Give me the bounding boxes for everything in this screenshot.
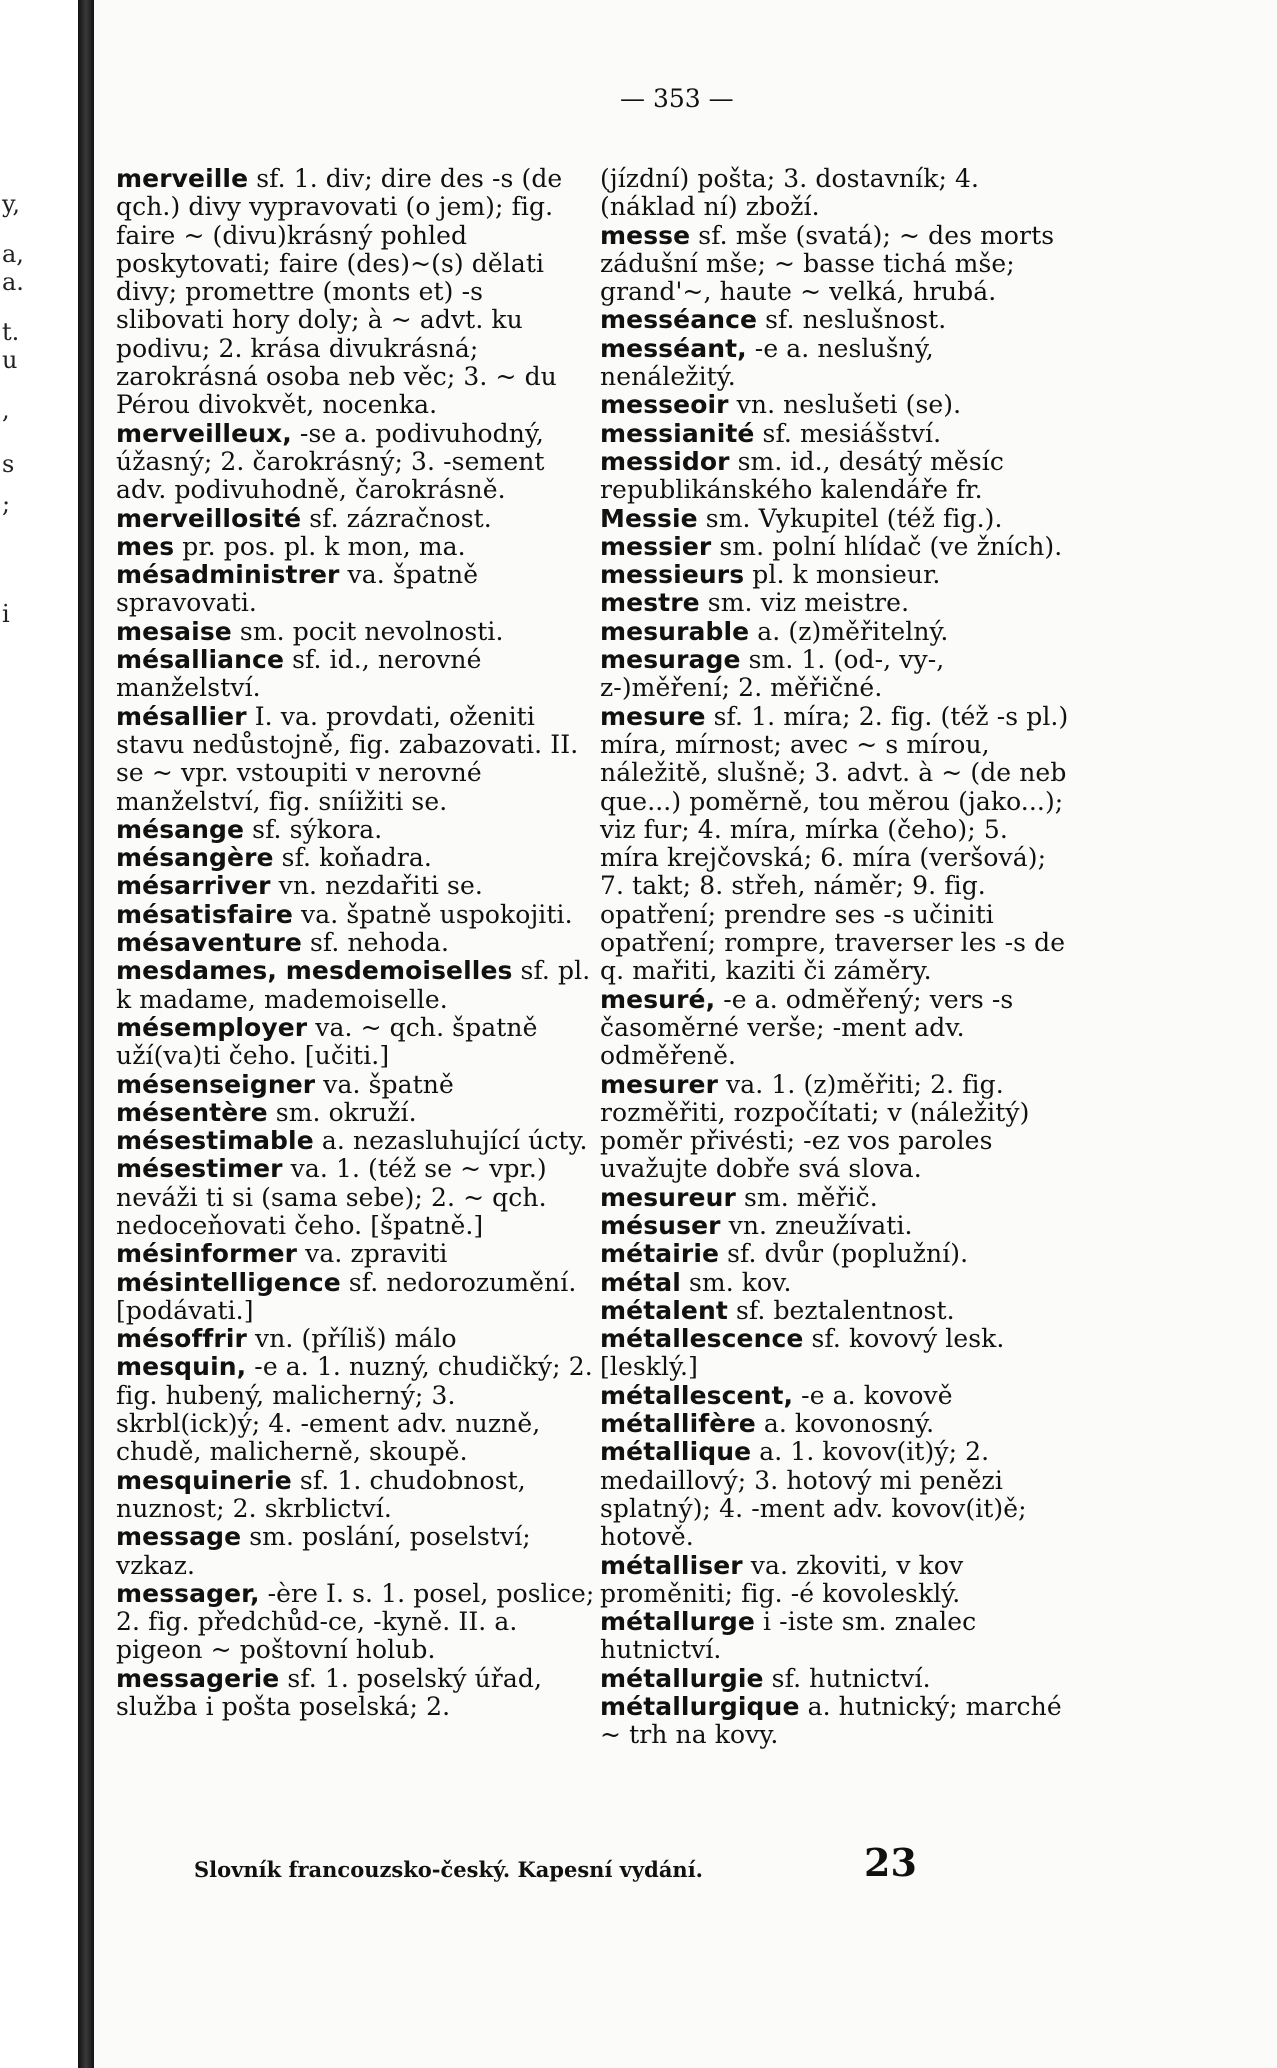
entry-definition: a. (z)měřitelný. [757, 616, 949, 646]
entry-headword: mésestimer [116, 1154, 283, 1184]
entry-headword: métairie [600, 1239, 720, 1269]
entry-headword: mesurable [600, 616, 750, 646]
entry-definition: sm. 1. (od-, vy-, z-)měření; 2. měřičné. [600, 645, 945, 703]
entry-headword: messéant, [600, 333, 747, 363]
entry-definition: sm. Vykupitel (též fig.). [705, 503, 1003, 533]
dictionary-entry [600, 646, 1072, 703]
dictionary-entry [116, 1155, 596, 1240]
dictionary-entry [116, 1269, 596, 1326]
entry-definition: -e a. odměřený; vers -s časoměrné verše; -ment adv. odměřeně. [600, 984, 1014, 1071]
dictionary-entry [600, 1297, 1072, 1325]
entry-definition: va. 1. (z)měřiti; 2. fig. rozměřiti, rozpočítati; v (náležitý) poměr přivésti; -ez vos paroles uvažujte dobře svá slova. [600, 1069, 1030, 1184]
entry-definition: vn. neslušeti (se). [736, 390, 962, 420]
entry-definition: sf. beztalentnost. [735, 1295, 955, 1325]
entry-headword: merveille [116, 164, 249, 193]
dictionary-entry [116, 901, 596, 929]
dictionary-entry [116, 1127, 596, 1155]
entry-definition: -ère I. s. 1. posel, poslice; 2. fig. předchůd-ce, -kyně. II. a. pigeon ~ poštovní holub. [116, 1578, 595, 1665]
dictionary-entry [600, 505, 1072, 533]
entry-headword: mestre [600, 588, 700, 618]
entry-definition: sf. 1. div; dire des -s (de qch.) divy vypravovati (o jem); fig. faire ~ (divu)krásný pohled poskytovati; faire (des)~(s) dělati divy; promettre (monts et) -s slibovati hory doly; à ~ advt. ku podivu; 2. krása divukrásná; zarokrásná osoba neb věc; 3. ~ du Pérou divokvět, nocenka. [116, 164, 563, 420]
entry-definition: sf. mše (svatá); ~ des morts zádušní mše; ~ basse tichá mše; grand'~, haute ~ velká, hrubá. [600, 220, 1055, 307]
dictionary-entry [600, 165, 1072, 222]
entry-definition: va. zpraviti [305, 1239, 448, 1269]
strip-fragment: u [2, 346, 18, 374]
entry-headword: métalliser [600, 1550, 743, 1580]
dictionary-entry [116, 505, 596, 533]
entry-headword: mesurer [600, 1069, 718, 1099]
entry-definition: sf. nehoda. [310, 928, 450, 958]
dictionary-entry [116, 1099, 596, 1127]
entry-headword: messidor [600, 446, 730, 476]
entry-headword: mésinformer [116, 1239, 298, 1269]
strip-fragment: y, [2, 190, 20, 218]
dictionary-entry [600, 1325, 1072, 1382]
entry-definition: a. nezasluhující úcty. [321, 1126, 588, 1156]
entry-definition: sf. 1. poselský úřad, služba i pošta poselská; 2. [116, 1663, 543, 1722]
dictionary-entry [600, 306, 1072, 334]
entry-headword: mesureur [600, 1182, 736, 1212]
entry-headword: messier [600, 531, 712, 561]
entry-definition: sm. okruží. [275, 1097, 417, 1127]
adjacent-page-strip [0, 0, 78, 2068]
strip-fragment: a, [2, 240, 24, 268]
dictionary-entry [116, 1580, 596, 1665]
dictionary-entry [600, 1608, 1072, 1665]
dictionary-entry [600, 1212, 1072, 1240]
entry-definition: va. špatně uspokojiti. [301, 899, 573, 929]
entry-headword: messe [600, 220, 691, 250]
entry-headword: messieurs [600, 560, 745, 590]
dictionary-entry [116, 561, 596, 618]
entry-definition: va. špatně spravovati. [116, 560, 479, 618]
entry-definition: I. va. provdati, oženiti stavu nedůstojně, fig. zabazovati. II. se ~ vpr. vstoupiti v nerovné manželství, fig. sníižiti se. [116, 701, 579, 816]
entry-headword: mésemployer [116, 1012, 308, 1042]
dictionary-entry [600, 1184, 1072, 1212]
entry-headword: métallurge [600, 1607, 755, 1637]
entry-headword: mésestimable [116, 1126, 314, 1156]
entry-definition: va. špatně [323, 1069, 454, 1099]
book-gutter [78, 0, 94, 2068]
entry-headword: mesquinerie [116, 1465, 292, 1495]
entry-headword: mesure [600, 701, 706, 731]
entry-definition: pl. k monsieur. [752, 560, 941, 590]
dictionary-entry [116, 1240, 596, 1268]
entry-headword: métallescence [600, 1324, 804, 1354]
entry-headword: mésadministrer [116, 560, 340, 590]
entry-headword: mesquin, [116, 1352, 247, 1382]
left-column [116, 165, 596, 1721]
entry-definition: a. kovonosný. [763, 1409, 935, 1439]
dictionary-entry [600, 1269, 1072, 1297]
entry-definition: sf. zázračnost. [309, 503, 492, 533]
dictionary-entry [116, 420, 596, 505]
entry-headword: métallescent, [600, 1380, 794, 1410]
strip-fragment: ; [2, 490, 11, 518]
entry-headword: mésarriver [116, 871, 271, 901]
entry-definition: sm. pocit nevolnosti. [239, 616, 504, 646]
entry-definition: sf. koňadra. [281, 843, 432, 873]
strip-fragment: i [2, 600, 10, 628]
entry-headword: mesuré, [600, 984, 716, 1014]
entry-definition: i -iste sm. znalec hutnictví. [600, 1607, 977, 1665]
dictionary-entry [600, 1240, 1072, 1268]
entry-headword: mésentère [116, 1097, 268, 1127]
dictionary-entry [116, 1523, 596, 1580]
entry-headword: mésintelligence [116, 1267, 341, 1297]
entry-headword: Messie [600, 503, 698, 533]
dictionary-entry [116, 929, 596, 957]
entry-headword: merveilleux, [116, 418, 292, 448]
dictionary-entry [600, 222, 1072, 307]
dictionary-entry [116, 533, 596, 561]
entry-headword: mésalliance [116, 645, 285, 675]
entry-headword: messeoir [600, 390, 729, 420]
entry-headword: mésaventure [116, 928, 302, 958]
entry-definition: -e a. 1. nuzný, chudičký; 2. fig. hubený, malicherný; 3. skrbl(ick)ý; 4. -ement adv. nuzně, chudě, malicherně, skoupě. [116, 1352, 593, 1467]
entry-definition: a. 1. kovov(it)ý; 2. medaillový; 3. hotový mi penězi splatný); 4. -ment adv. kovov(it)ě; hotově. [600, 1437, 1027, 1552]
dictionary-entry [116, 872, 596, 900]
print-footer: Slovník francouzsko-český. Kapesní vydání. [194, 1857, 703, 1882]
dictionary-entry [600, 986, 1072, 1071]
dictionary-entry [600, 1382, 1072, 1410]
dictionary-entry [116, 646, 596, 703]
dictionary-entry [600, 391, 1072, 419]
entry-definition: vn. (příliš) málo [255, 1324, 457, 1354]
entry-headword: métallurgique [600, 1692, 800, 1722]
dictionary-entry [600, 420, 1072, 448]
entry-headword: mes [116, 531, 175, 561]
entry-headword: message [116, 1522, 242, 1552]
dictionary-entry [600, 618, 1072, 646]
dictionary-entry [600, 448, 1072, 505]
entry-headword: mésatisfaire [116, 899, 293, 929]
dictionary-entry [116, 1665, 596, 1722]
entry-headword: mésenseigner [116, 1069, 316, 1099]
entry-definition: sf. pl. k madame, mademoiselle. [116, 956, 591, 1014]
dictionary-entry [600, 1693, 1072, 1750]
entry-definition: -e a. kovově [801, 1380, 953, 1410]
entry-definition: vn. nezdařiti se. [278, 871, 483, 901]
entry-definition: sm. měřič. [743, 1182, 878, 1212]
dictionary-entry [116, 1353, 596, 1466]
entry-headword: mesurage [600, 645, 741, 675]
entry-definition: sf. 1. chudobnost, nuznost; 2. skrblictví. [116, 1465, 526, 1523]
dictionary-entry [116, 703, 596, 816]
entry-definition: sf. mesiášství. [762, 418, 942, 448]
strip-fragment: s [2, 450, 15, 478]
dictionary-entry [600, 1438, 1072, 1551]
entry-definition: vn. zneužívati. [728, 1210, 913, 1240]
entry-headword: métallurgie [600, 1663, 764, 1693]
entry-headword: métal [600, 1267, 681, 1297]
signature-mark: 23 [864, 1840, 917, 1885]
entry-definition: sm. kov. [688, 1267, 792, 1297]
entry-definition: -se a. podivuhodný, úžasný; 2. čarokrásný; 3. -sement adv. podivuhodně, čarokrásně. [116, 418, 545, 505]
page-number: — 353 — [620, 84, 734, 113]
dictionary-entry [116, 957, 596, 1014]
entry-definition: va. 1. (též se ~ vpr.) neváži ti si (sama sebe); 2. ~ qch. nedoceňovati čeho. [špatně.] [116, 1154, 547, 1240]
dictionary-entry [600, 1665, 1072, 1693]
entry-definition: va. ~ qch. špatně uží(va)ti čeho. [učiti.] [116, 1012, 538, 1071]
entry-definition: sm. viz meistre. [707, 588, 910, 618]
entry-definition: sf. neslušnost. [765, 305, 947, 335]
dictionary-entry [116, 1467, 596, 1524]
entry-definition: sf. hutnictví. [771, 1663, 931, 1693]
dictionary-page [94, 0, 1277, 2068]
dictionary-entry [116, 165, 596, 420]
entry-definition: sf. 1. míra; 2. fig. (též -s pl.) míra, mírnost; avec ~ s mírou, náležitě, slušně; 3. advt. à ~ (de neb que...) poměrně, tou měrou (jako...); viz fur; 4. míra, mírka (čeho); 5. míra krejčovská; 6. míra (veršová); 7. takt; 8. střeh, náměr; 9. fig. opatření; prendre ses -s učiniti opatření; rompre, traverser les -s de q. mařiti, kaziti či záměry. [600, 701, 1069, 986]
entry-headword: mésangère [116, 843, 274, 873]
dictionary-entry [600, 1410, 1072, 1438]
dictionary-entry [116, 1014, 596, 1071]
entry-definition: sf. dvůr (poplužní). [727, 1239, 969, 1269]
dictionary-entry [116, 844, 596, 872]
strip-fragment: , [2, 396, 10, 424]
entry-definition: sf. nedorozumění. [podávati.] [116, 1267, 577, 1325]
right-column [600, 165, 1072, 1750]
entry-headword: mesdames, mesdemoiselles [116, 956, 513, 986]
entry-headword: messéance [600, 305, 758, 335]
entry-definition: sm. poslání, poselství; vzkaz. [116, 1522, 531, 1580]
entry-definition: -e a. neslušný, nenáležitý. [600, 333, 934, 392]
entry-definition: sm. id., desátý měsíc republikánského kalendáře fr. [600, 446, 1004, 505]
strip-fragment: t. [2, 318, 20, 346]
entry-headword: mésoffrir [116, 1324, 247, 1354]
dictionary-entry [600, 335, 1072, 392]
entry-headword: métallifère [600, 1409, 756, 1439]
dictionary-entry [600, 533, 1072, 561]
dictionary-entry [600, 1071, 1072, 1184]
entry-headword: messager, [116, 1578, 260, 1608]
entry-headword: messagerie [116, 1663, 280, 1693]
entry-headword: métallique [600, 1437, 752, 1467]
entry-definition: sf. sýkora. [252, 814, 383, 844]
entry-headword: mesaise [116, 616, 232, 646]
strip-fragment: a. [2, 268, 24, 296]
entry-definition: va. zkoviti, v kov proměniti; fig. -é kovolesklý. [600, 1550, 964, 1608]
entry-headword: messianité [600, 418, 755, 448]
dictionary-entry [116, 1325, 596, 1353]
dictionary-entry [600, 561, 1072, 589]
dictionary-entry [600, 589, 1072, 617]
entry-headword: mésuser [600, 1210, 721, 1240]
entry-headword: mésange [116, 814, 245, 844]
entry-headword: mésallier [116, 701, 247, 731]
dictionary-entry [600, 1552, 1072, 1609]
entry-headword: métalent [600, 1295, 728, 1325]
dictionary-entry [116, 1071, 596, 1099]
dictionary-entry [116, 618, 596, 646]
entry-definition: (jízdní) pošta; 3. dostavník; 4. (náklad ní) zboží. [600, 164, 980, 222]
entry-definition: sm. polní hlídač (ve žních). [719, 531, 1063, 561]
entry-definition: sf. kovový lesk. [lesklý.] [600, 1324, 1005, 1382]
entry-headword: merveillosité [116, 503, 302, 533]
entry-definition: sf. id., nerovné manželství. [116, 645, 482, 703]
entry-definition: pr. pos. pl. k mon, ma. [182, 531, 466, 561]
dictionary-entry [116, 816, 596, 844]
entry-definition: a. hutnický; marché ~ trh na kovy. [600, 1692, 1062, 1750]
dictionary-entry [600, 703, 1072, 986]
